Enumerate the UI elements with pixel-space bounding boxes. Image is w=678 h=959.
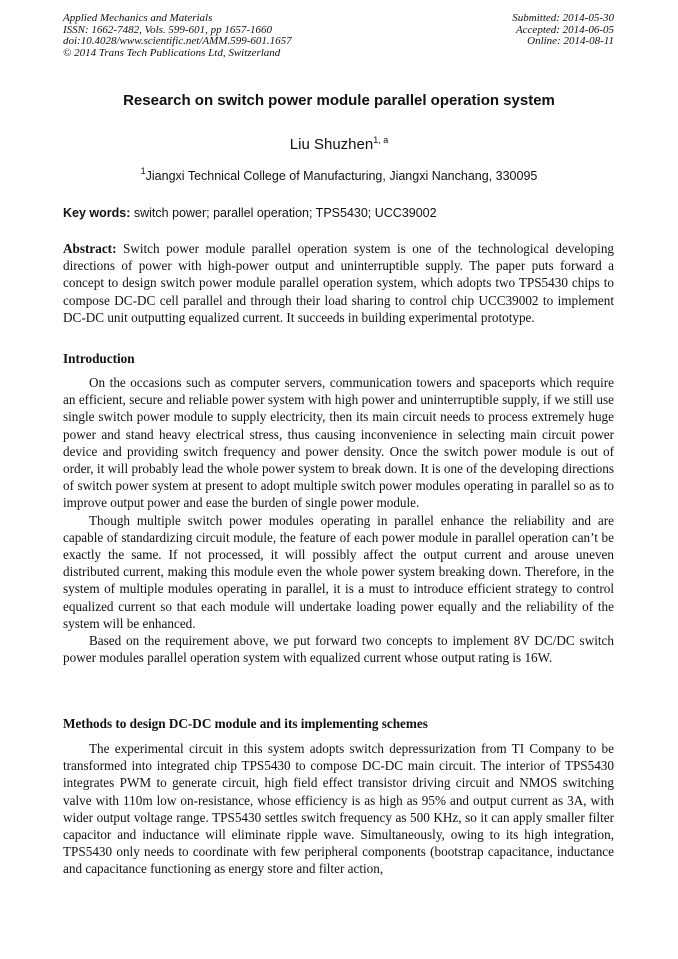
affiliation-line — [0, 166, 678, 183]
online-date: Online: 2014-08-11 — [527, 35, 614, 47]
introduction-body — [63, 374, 614, 666]
submitted-date: Submitted: 2014-05-30 — [512, 12, 614, 24]
abstract-text: Switch power module parallel operation system is one of the technological developing directions of power with high-power output and uninterruptible supply. The paper puts forward a concept to design switch power module parallel operation system, which adopts two TPS5430 chips to compose DC-DC cell parallel and through their load sharing to control chip UCC39002 to implement DC-DC unit outputting equalized current. It succeeds in building experimental prototype. — [63, 241, 615, 325]
accepted-date: Accepted: 2014-06-05 — [515, 23, 614, 36]
author-name: Liu Shuzhen — [289, 136, 374, 153]
doi-line[interactable]: doi:10.4028/www.scientific.net/AMM.599-601.1657 — [63, 35, 292, 47]
issn-line: ISSN: 1662-7482, Vols. 599-601, pp 1657-1660 — [63, 23, 272, 36]
abstract — [63, 240, 614, 326]
methods-body — [63, 740, 614, 878]
paragraph: On the occasions such as computer servers, communication towers and spaceports which require an efficient, secure and reliable power system with high power and uninterruptible supply, if we still use single switch power module to supply electricity, then its main circuit needs to process extremely huge power and stand heavy electrical stress, thus causing inconvenience in selecting main circuit power device and providing switch frequency and power density. Once the switch power module is out of order, it will probably lead the whole power system to break down. It is one of the developing directions of switch power system at present to adopt multiple switch power modules operating in parallel so as to improve output power and ease the burden of single power module. — [63, 375, 614, 511]
paragraph: The experimental circuit in this system adopts switch depressurization from TI Company to be transformed into integrated chip TPS5430 to compose DC-DC main circuit. The interior of TPS5430 integrates PWM to generate circuit, high field effect transistor driving circuit and NMOS switching valve with 110m low on-resistance, whose efficiency is as high as 95% and output current as 3A, with wider output voltage range. TPS5430 settles switch frequency as 500 KHz, so it can apply smaller filter capacitor and inductance will eliminate ripple wave. Simultaneously, owing to its high integration, TPS5430 only needs to coordinate with few peripheral components (bootstrap capacitance, inductance and capacitance functioning as energy store and filter action, — [63, 741, 614, 877]
methods-heading: Methods to design DC-DC module and its implementing schemes — [63, 716, 428, 731]
paragraph: Based on the requirement above, we put forward two concepts to implement 8V DC/DC switch power modules parallel operation system with equalized current whose output rating is 16W. — [63, 633, 614, 666]
abstract-label: Abstract: — [63, 241, 117, 256]
header-dates — [512, 13, 614, 48]
affiliation-text: Jiangxi Technical College of Manufacturing, Jiangxi Nanchang, 330095 — [145, 169, 538, 183]
paragraph: Though multiple switch power modules operating in parallel enhance the reliability and are capable of standardizing circuit module, the feature of each power module in parallel operation can’t be exactly the same. If not processed, it will possibly affect the output current and arouse uneven distributed current, making this module even the whole power system breaking down. Therefore, in the system of multiple modules operating in parallel, it is a must to introduce efficient strategy to control equalized current so that each module will undertake loading power equally and the reliability of the system will be enhanced. — [63, 512, 614, 631]
copyright-line: © 2014 Trans Tech Publications Ltd, Switzerland — [63, 46, 281, 59]
keywords-line — [63, 206, 615, 220]
introduction-heading: Introduction — [63, 351, 135, 366]
author-line — [0, 135, 678, 153]
header-publication-info — [63, 13, 292, 59]
affiliation-superscript: 1 — [140, 166, 146, 176]
journal-name: Applied Mechanics and Materials — [63, 12, 213, 24]
keywords-label: Key words: — [63, 206, 131, 220]
author-superscript: 1, a — [373, 135, 389, 145]
paper-title: Research on switch power module parallel operation system — [123, 92, 555, 109]
keywords-text: switch power; parallel operation; TPS5430; UCC39002 — [133, 206, 437, 220]
